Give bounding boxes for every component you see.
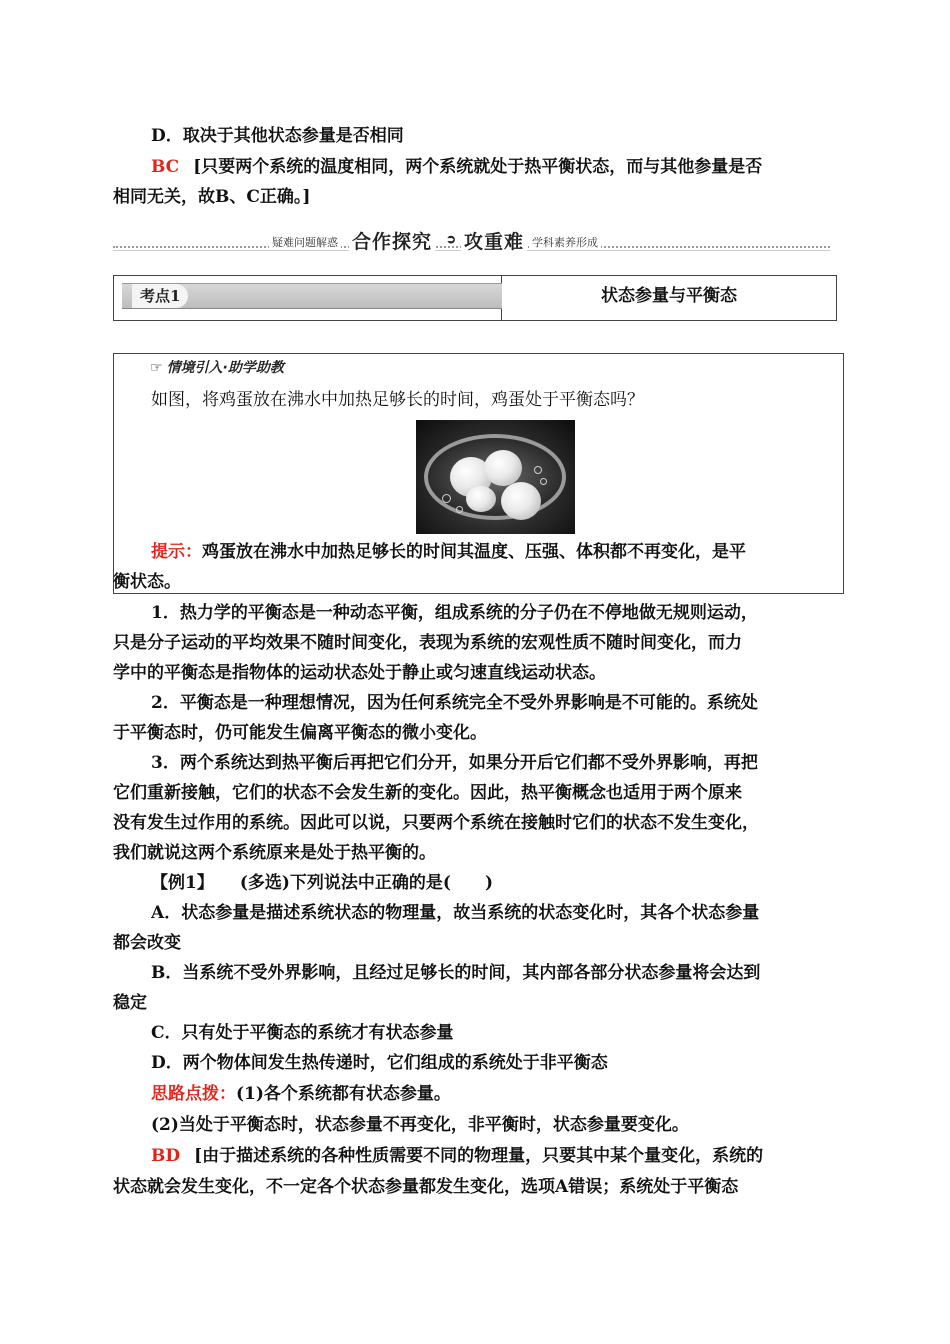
thinking-line-2: (2)当处于平衡态时，状态参量不再变化，非平衡时，状态参量要变化。 [151,1115,689,1135]
example-stem: (多选)下列说法中正确的是( ) [239,873,494,893]
answer-key: BC [151,157,180,177]
scenario-header-text: 情境引入·助学助教 [166,360,284,376]
bubble-shape [442,494,451,503]
topic-title: 状态参量与平衡态 [601,286,737,306]
option-d-prev: D．取决于其他状态参量是否相同 [151,126,404,146]
option-b-line-2: 稳定 [113,993,147,1013]
bubble-shape [534,466,542,474]
egg-shape [466,486,496,512]
example-answer-key: BD [151,1146,181,1166]
thinking-line-1 [151,1079,838,1109]
answer-text: [只要两个系统的温度相同，两个系统就处于热平衡状态，而与其他参量是否 [193,157,763,177]
answer-line-1 [151,152,838,182]
point-1-line-3: 学中的平衡态是指物体的运动状态处于静止或匀速直线运动状态。 [113,663,606,683]
point-3-line-1: 3．两个系统达到热平衡后再把它们分开，如果分开后它们都不受外界影响，再把 [151,753,758,773]
example-answer-text: [由于描述系统的各种性质需要不同的物理量，只要其中某个量变化，系统的 [194,1146,764,1166]
banner-left-caption: 疑难问题解惑 [269,234,341,250]
banner-right-caption: 学科素养形成 [529,234,601,250]
arrow-icon: ➲ [443,232,460,246]
thinking-text-1: (1)各个系统都有状态参量。 [236,1084,451,1104]
thinking-label: 思路点拨： [151,1084,236,1104]
section-banner [113,226,830,254]
option-a-line-1: A．状态参量是描述系统状态的物理量，故当系统的状态变化时，其各个状态参量 [151,903,760,923]
boiling-eggs-photo [416,420,575,534]
topic-tab [122,283,502,309]
option-b-line-1: B．当系统不受外界影响，且经过足够长的时间，其内部各部分状态参量将会达到 [151,963,761,983]
example-heading [151,868,838,898]
hint-line-1 [151,537,838,567]
hint-line-2: 衡状态。 [113,572,181,592]
pointing-hand-icon: ☞ [150,360,163,376]
egg-shape [484,450,522,486]
point-3-line-2: 它们重新接触，它们的状态不会发生新的变化。因此，热平衡概念也适用于两个原来 [113,783,742,803]
scenario-question: 如图，将鸡蛋放在沸水中加热足够长的时间，鸡蛋处于平衡态吗？ [151,390,644,410]
point-1-line-2: 只是分子运动的平均效果不随时间变化，表现为系统的宏观性质不随时间变化，而力 [113,633,742,653]
point-2-line-2: 于平衡态时，仍可能发生偏离平衡态的微小变化。 [113,723,487,743]
egg-shape [501,482,541,520]
option-a-line-2: 都会改变 [113,933,181,953]
point-2-line-1: 2．平衡态是一种理想情况，因为任何系统完全不受外界影响是不可能的。系统处 [151,693,758,713]
answer-line-2: 相同无关，故B、C正确。] [113,187,311,207]
topic-label: 考点1 [132,284,188,308]
option-d: D．两个物体间发生热传递时，它们组成的系统处于非平衡态 [151,1053,608,1073]
bubble-shape [456,506,463,513]
banner-title: 合作探究 [349,227,435,254]
example-answer-line-2: 状态就会发生变化，不一定各个状态参量都发生变化，选项A错误；系统处于平衡态 [113,1177,739,1197]
scenario-header [150,357,284,377]
hint-text: 鸡蛋放在沸水中加热足够长的时间其温度、压强、体积都不再变化，是平 [202,542,746,562]
point-3-line-3: 没有发生过作用的系统。因此可以说，只要两个系统在接触时它们的状态不发生变化， [113,813,759,833]
hint-label: 提示： [151,542,202,562]
example-label: 【例1】 [151,873,214,893]
option-c: C．只有处于平衡态的系统才有状态参量 [151,1023,454,1043]
bubble-shape [540,478,547,485]
topic-label-cell [114,276,502,320]
banner-title-2: 攻重难 [461,227,527,254]
example-answer-line-1 [151,1141,838,1171]
point-3-line-4: 我们就说这两个系统原来是处于热平衡的。 [113,843,436,863]
topic-table [113,275,837,321]
point-1-line-1: 1．热力学的平衡态是一种动态平衡，组成系统的分子仍在不停地做无规则运动， [151,603,758,623]
